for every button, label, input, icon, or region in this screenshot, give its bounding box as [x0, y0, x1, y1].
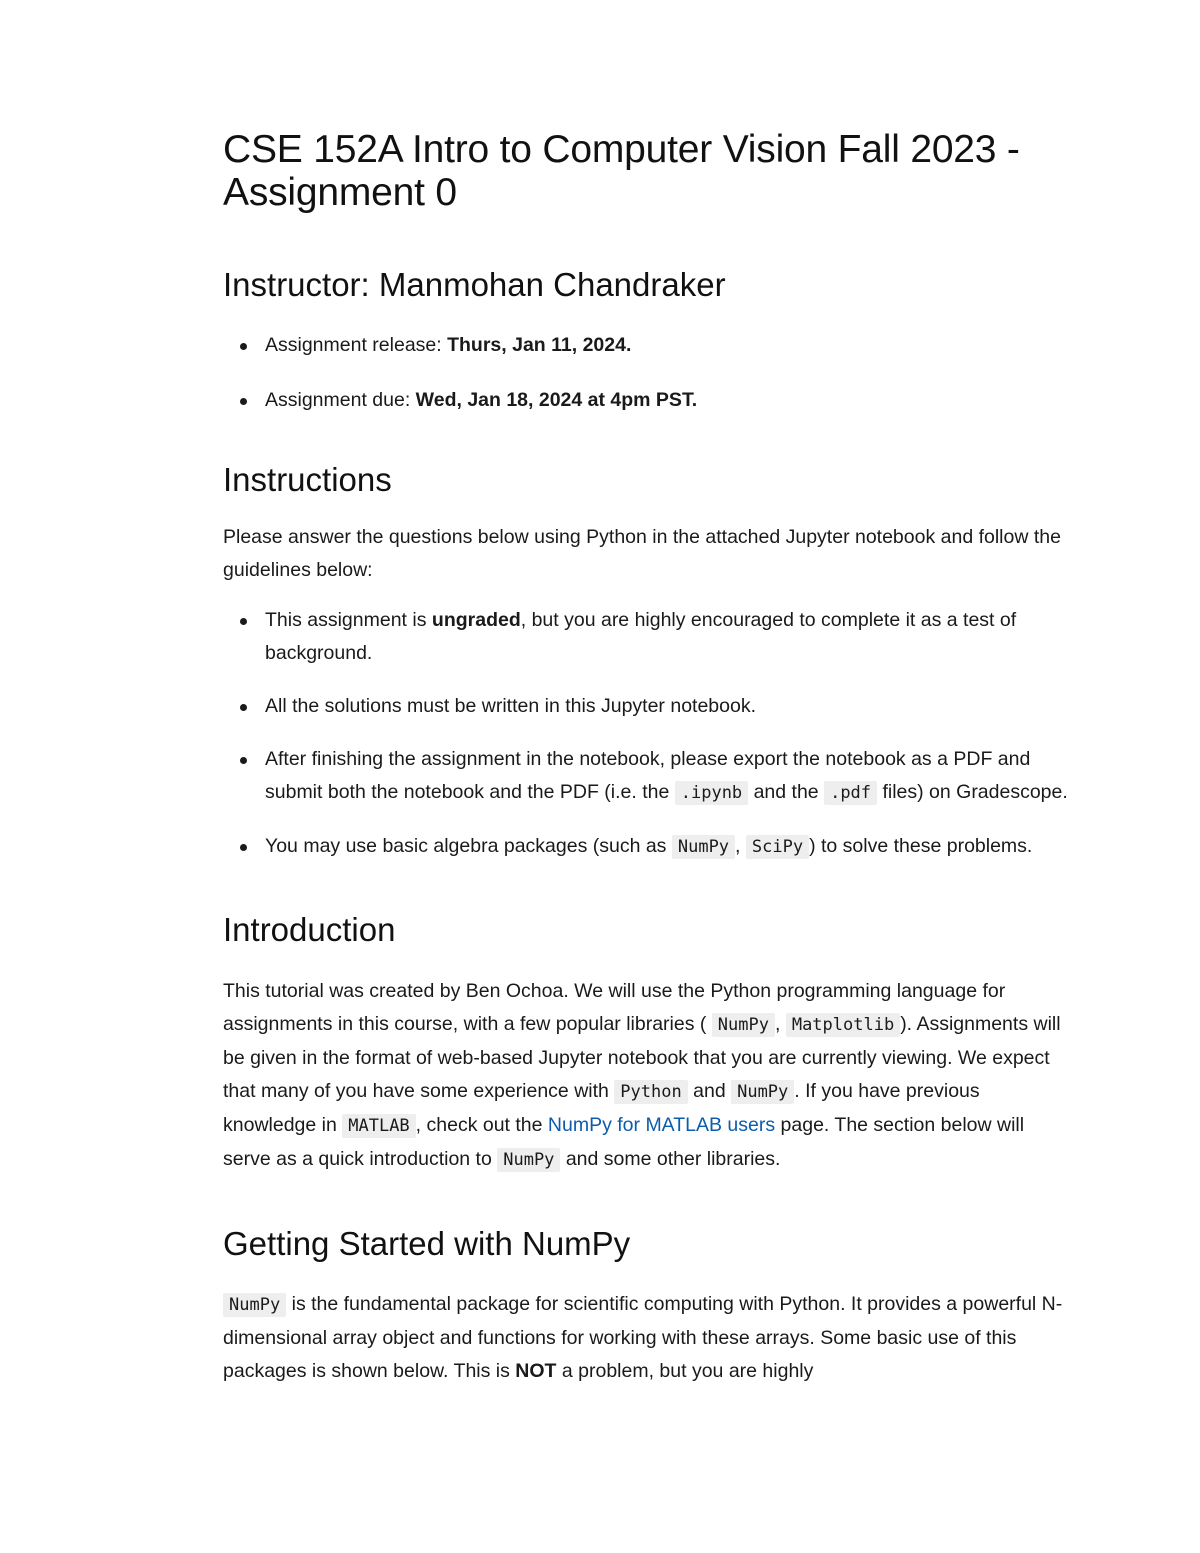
guideline-item: All the solutions must be written in this Jupyter notebook.: [223, 690, 1073, 723]
due-label: Assignment due:: [265, 389, 416, 411]
release-date-item: [223, 329, 1073, 362]
due-date: Wed, Jan 18, 2024 at 4pm PST.: [415, 389, 698, 411]
inline-code: NumPy: [712, 1013, 775, 1037]
due-date-item: [223, 384, 1073, 417]
release-date: Thurs, Jan 11, 2024.: [447, 334, 632, 356]
inline-code: NumPy: [731, 1080, 794, 1104]
guideline-item: After finishing the assignment in the notebook, please export the notebook as a PDF and submit both the notebook and the PDF (i.e. the .ipynb and the .pdf files) on Gradescope.: [223, 743, 1073, 810]
guideline-item: This assignment is ungraded, but you are highly encouraged to complete it as a test of background.: [223, 604, 1073, 670]
page-title: CSE 152A Intro to Computer Vision Fall 2023 - Assignment 0: [223, 128, 1020, 214]
inline-code: NumPy: [672, 835, 735, 859]
assignment-dates-list: [223, 329, 1073, 417]
inline-code: NumPy: [223, 1293, 286, 1317]
inline-code: Python: [614, 1080, 687, 1104]
inline-code: .ipynb: [675, 781, 748, 805]
guidelines-list: [223, 604, 1073, 864]
inline-code: SciPy: [746, 835, 809, 859]
inline-code: Matplotlib: [786, 1013, 900, 1037]
inline-code: NumPy: [497, 1148, 560, 1172]
instructor-heading: Instructor: Manmohan Chandraker: [223, 266, 726, 303]
ungraded-emphasis: ungraded: [431, 609, 521, 631]
introduction-heading: Introduction: [223, 911, 396, 948]
release-label: Assignment release:: [265, 334, 448, 356]
introduction-paragraph: This tutorial was created by Ben Ochoa. We will use the Python programming language for assignments in this course, with a few popular libraries ( NumPy , Matplotlib ). Assignments will be given in the format of web-based Jupyter notebook that you are currently viewing. We expect that many of you have some experience with Python and NumPy . If you have previous knowledge in MATLAB , check out the NumPy for MATLAB users page. The section below will serve as a quick introduction to NumPy and some other libraries.: [223, 980, 1061, 1170]
document-page: [223, 128, 1073, 1388]
getting-started-numpy-heading: Getting Started with NumPy: [223, 1225, 631, 1262]
not-emphasis: NOT: [515, 1360, 557, 1382]
inline-code: MATLAB: [342, 1114, 415, 1138]
instructions-heading: Instructions: [223, 461, 392, 498]
numpy-paragraph: NumPy is the fundamental package for scientific computing with Python. It provides a powerful N-dimensional array object and functions for working with these arrays. Some basic use of this packages is shown below. This is NOT a problem, but you are highly: [223, 1293, 1063, 1382]
numpy-for-matlab-users-link[interactable]: NumPy for MATLAB users: [547, 1114, 776, 1136]
inline-code: .pdf: [824, 781, 877, 805]
guideline-item: You may use basic algebra packages (such as NumPy , SciPy ) to solve these problems.: [223, 830, 1073, 864]
instructions-intro: Please answer the questions below using Python in the attached Jupyter notebook and follow the guidelines below:: [223, 526, 1061, 581]
